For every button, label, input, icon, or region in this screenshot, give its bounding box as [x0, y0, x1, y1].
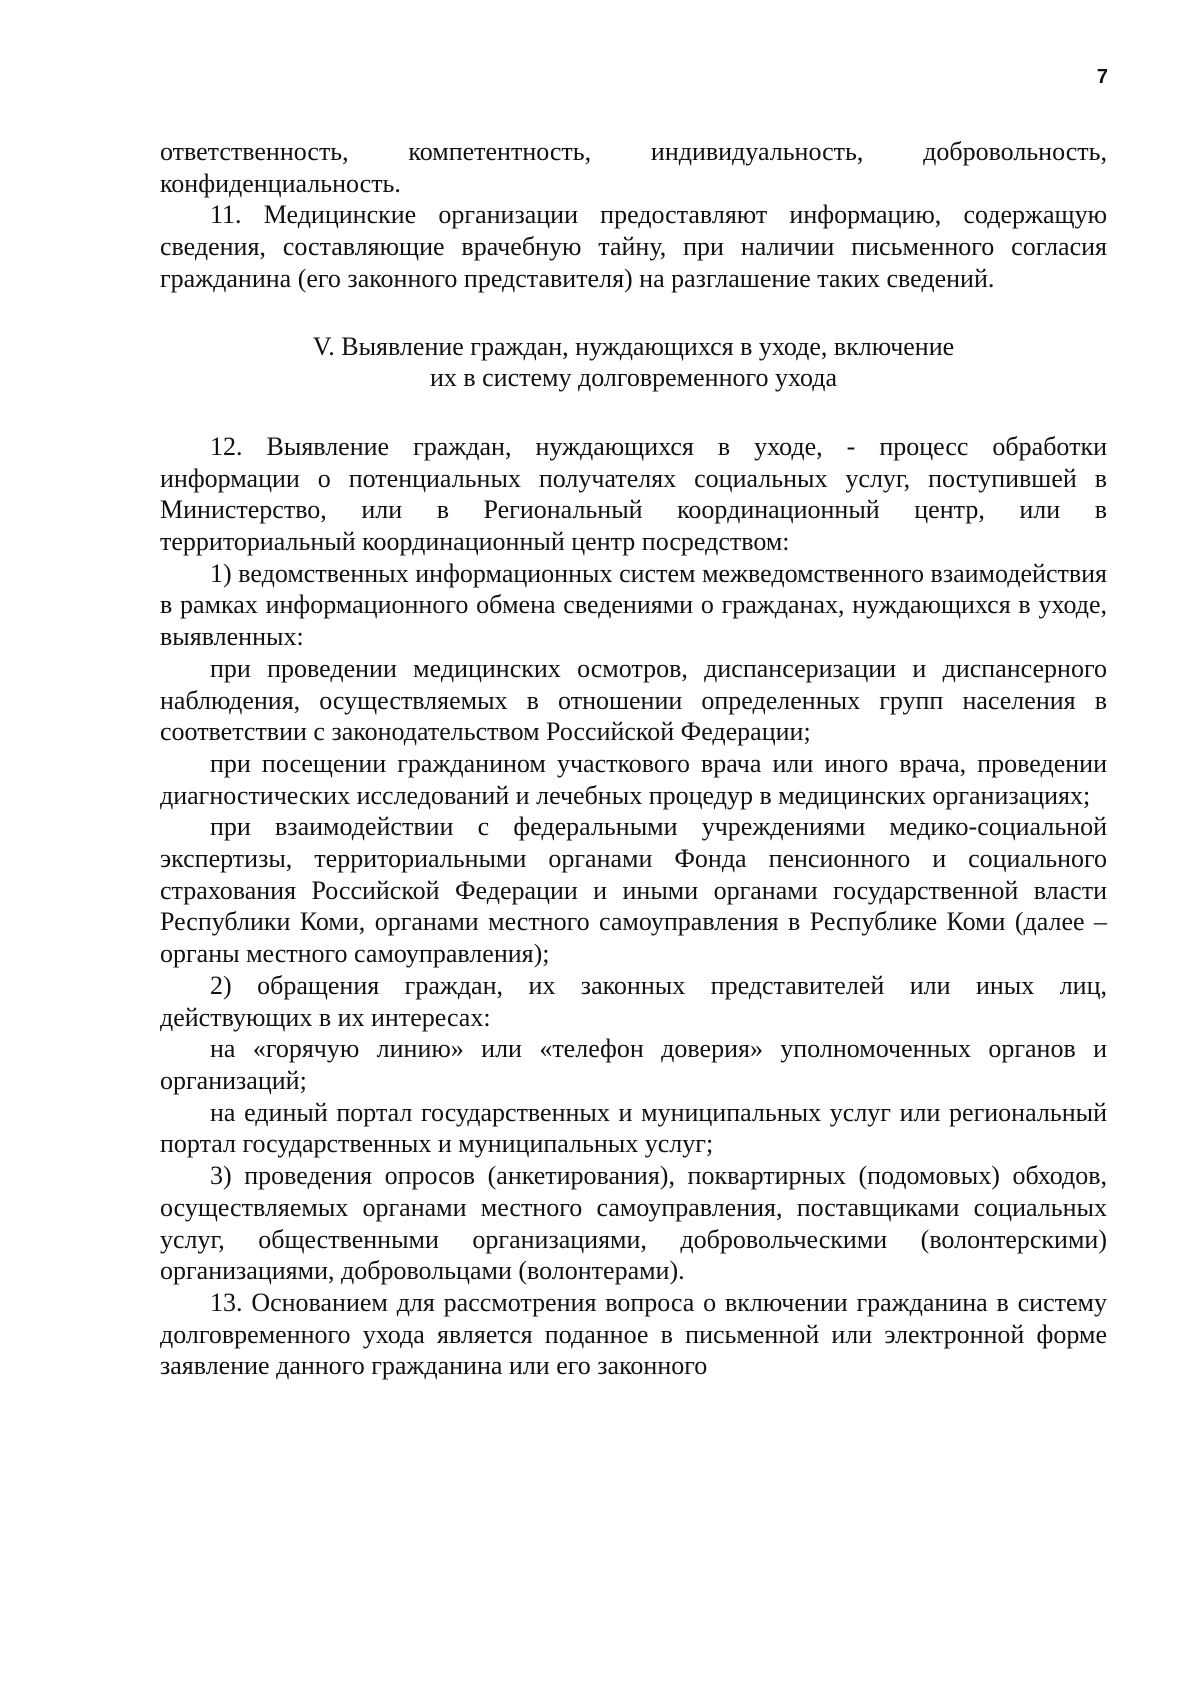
section-heading-line-2: их в систему долговременного ухода — [429, 363, 838, 393]
paragraph-11: 11. Медицинские организации предоставляют информацию, содержащую сведения, составляющие врачебную тайну, при наличии письменного согласия гражданина (его законного представителя) на разглашение таких сведений. — [160, 200, 1107, 293]
section-heading-line-1: V. Выявление граждан, нуждающихся в уходе, включение — [312, 331, 955, 361]
list-item-2: 2) обращения граждан, их законных представителей или иных лиц, действующих в их интересах: — [160, 970, 1107, 1032]
page-number: 7 — [1096, 66, 1108, 88]
section-heading — [160, 331, 1107, 394]
sub-item-portal: на единый портал государственных и муниципальных услуг или региональный портал государственных и муниципальных услуг; — [160, 1097, 1107, 1159]
sub-item-interagency: при взаимодействии с федеральными учреждениями медико-социальной экспертизы, территориальными органами Фонда пенсионного и социального страхования Российской Федерации и иными органами государственной власти Республики Коми, органами местного самоуправления в Республике Коми (далее – органы местного самоуправления); — [160, 812, 1107, 969]
document-body — [160, 136, 1107, 1382]
sub-item-hotline: на «горячую линию» или «телефон доверия» уполномоченных органов и организаций; — [160, 1034, 1107, 1095]
list-item-1: 1) ведомственных информационных систем межведомственного взаимодействия в рамках информационного обмена сведениями о гражданах, нуждающихся в уходе, выявленных: — [160, 558, 1107, 652]
sub-item-doctor-visits: при посещении гражданином участкового врача или иного врача, проведении диагностических исследований и лечебных процедур в медицинских организациях; — [160, 748, 1107, 810]
paragraph-12: 12. Выявление граждан, нуждающихся в уходе, - процесс обработки информации о потенциальных получателях социальных услуг, поступившей в Министерство, или в Региональный координационный центр, или в территориальный координационный центр посредством: — [160, 431, 1107, 557]
list-item-3: 3) проведения опросов (анкетирования), поквартирных (подомовых) обходов, осуществляемых органами местного самоуправления, поставщиками социальных услуг, общественными организациями, добровольческими (волонтерскими) организациями, добровольцами (волонтерами). — [160, 1161, 1107, 1286]
paragraph-continuation: ответственность, компетентность, индивидуальность, добровольность, конфиденциальность. — [160, 137, 1107, 198]
sub-item-medical-examinations: при проведении медицинских осмотров, диспансеризации и диспансерного наблюдения, осуществляемых в отношении определенных групп населения в соответствии с законодательством Российской Федерации; — [160, 653, 1107, 747]
paragraph-13: 13. Основанием для рассмотрения вопроса о включении гражданина в систему долговременного ухода является поданное в письменной или электронной форме заявление данного гражданина или его законного — [160, 1287, 1107, 1381]
